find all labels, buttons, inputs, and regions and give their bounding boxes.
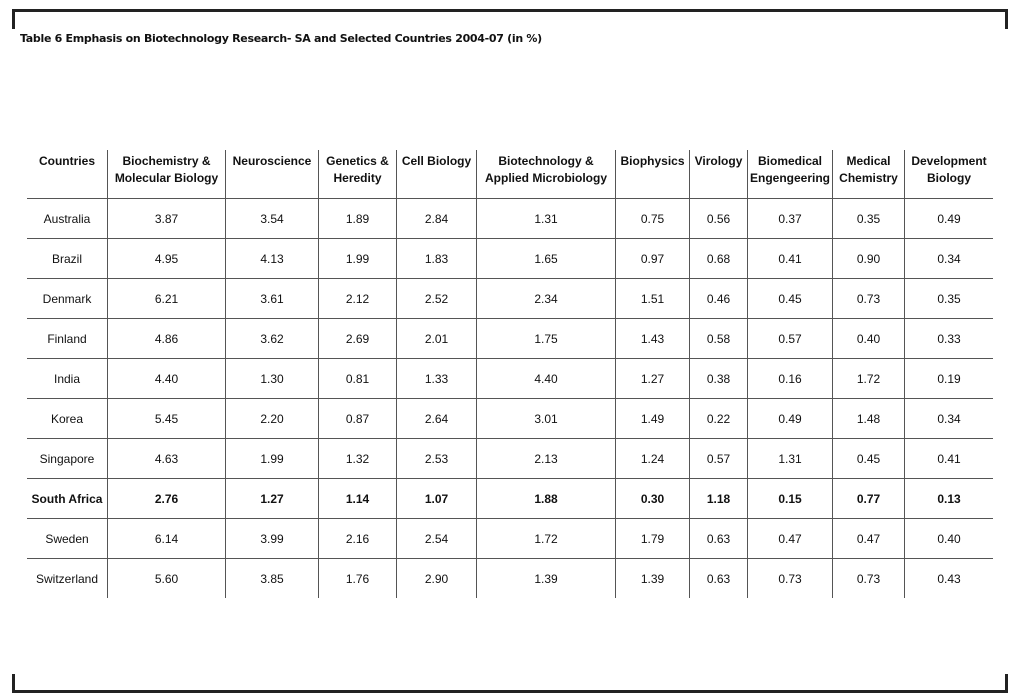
value-cell: 0.77 (833, 479, 905, 519)
value-cell: 0.87 (319, 399, 397, 439)
value-cell: 0.49 (748, 399, 833, 439)
frame-top-border (12, 9, 1008, 12)
column-header-line: Virology (694, 154, 743, 168)
value-cell: 6.14 (108, 519, 226, 559)
column-header (27, 150, 108, 199)
column-header (108, 150, 226, 199)
value-cell: 0.46 (690, 279, 748, 319)
value-cell: 4.63 (108, 439, 226, 479)
value-cell: 0.40 (833, 319, 905, 359)
value-cell: 1.49 (616, 399, 690, 439)
table-header-row (27, 150, 993, 199)
column-header (477, 150, 616, 199)
value-cell: 0.75 (616, 199, 690, 239)
value-cell: 0.90 (833, 239, 905, 279)
value-cell: 1.99 (319, 239, 397, 279)
value-cell: 1.32 (319, 439, 397, 479)
value-cell: 0.58 (690, 319, 748, 359)
value-cell: 3.01 (477, 399, 616, 439)
value-cell: 2.12 (319, 279, 397, 319)
column-header-line: Biophysics (620, 154, 685, 168)
country-cell: Sweden (27, 519, 108, 559)
value-cell: 0.57 (690, 439, 748, 479)
value-cell: 2.90 (397, 559, 477, 599)
table-row (27, 479, 993, 519)
value-cell: 0.81 (319, 359, 397, 399)
value-cell: 0.30 (616, 479, 690, 519)
value-cell: 1.27 (616, 359, 690, 399)
value-cell: 2.54 (397, 519, 477, 559)
value-cell: 1.43 (616, 319, 690, 359)
value-cell: 0.15 (748, 479, 833, 519)
value-cell: 1.31 (748, 439, 833, 479)
value-cell: 0.38 (690, 359, 748, 399)
value-cell: 2.34 (477, 279, 616, 319)
column-header-line: Cell Biology (401, 154, 472, 168)
country-cell: Australia (27, 199, 108, 239)
value-cell: 4.13 (226, 239, 319, 279)
value-cell: 1.39 (477, 559, 616, 599)
column-header-line: Development (911, 154, 987, 168)
column-header (319, 150, 397, 199)
table-row (27, 559, 993, 599)
value-cell: 1.83 (397, 239, 477, 279)
value-cell: 1.72 (833, 359, 905, 399)
biotech-research-table (27, 150, 993, 598)
value-cell: 0.37 (748, 199, 833, 239)
value-cell: 0.45 (748, 279, 833, 319)
value-cell: 0.35 (833, 199, 905, 239)
value-cell: 0.19 (905, 359, 994, 399)
frame-corner-top-left (12, 9, 15, 29)
column-header-line: Neuroscience (232, 154, 312, 168)
value-cell: 0.63 (690, 519, 748, 559)
value-cell: 2.13 (477, 439, 616, 479)
value-cell: 4.40 (108, 359, 226, 399)
value-cell: 0.13 (905, 479, 994, 519)
column-header-line: Countries (38, 154, 95, 168)
value-cell: 2.16 (319, 519, 397, 559)
value-cell: 1.14 (319, 479, 397, 519)
value-cell: 0.40 (905, 519, 994, 559)
value-cell: 1.39 (616, 559, 690, 599)
value-cell: 1.75 (477, 319, 616, 359)
column-header-line: Heredity (333, 171, 382, 185)
value-cell: 1.24 (616, 439, 690, 479)
value-cell: 0.56 (690, 199, 748, 239)
column-header-line: Biotechnology & (498, 154, 594, 168)
country-cell: Singapore (27, 439, 108, 479)
value-cell: 0.63 (690, 559, 748, 599)
value-cell: 5.45 (108, 399, 226, 439)
value-cell: 1.30 (226, 359, 319, 399)
value-cell: 0.34 (905, 399, 994, 439)
value-cell: 0.73 (833, 279, 905, 319)
value-cell: 1.33 (397, 359, 477, 399)
column-header-line: Biomedical (757, 154, 823, 168)
value-cell: 3.87 (108, 199, 226, 239)
value-cell: 1.31 (477, 199, 616, 239)
value-cell: 3.62 (226, 319, 319, 359)
value-cell: 5.60 (108, 559, 226, 599)
value-cell: 1.65 (477, 239, 616, 279)
value-cell: 1.48 (833, 399, 905, 439)
column-header (833, 150, 905, 199)
table-body (27, 199, 993, 599)
value-cell: 0.68 (690, 239, 748, 279)
column-header (748, 150, 833, 199)
value-cell: 1.76 (319, 559, 397, 599)
value-cell: 0.22 (690, 399, 748, 439)
table-row (27, 279, 993, 319)
table-row (27, 239, 993, 279)
value-cell: 0.73 (748, 559, 833, 599)
country-cell: Brazil (27, 239, 108, 279)
table-row (27, 439, 993, 479)
value-cell: 1.72 (477, 519, 616, 559)
value-cell: 2.76 (108, 479, 226, 519)
table-row (27, 399, 993, 439)
value-cell: 2.20 (226, 399, 319, 439)
column-header-line: Chemistry (839, 171, 898, 185)
value-cell: 0.49 (905, 199, 994, 239)
column-header-line: Genetics & (326, 154, 389, 168)
value-cell: 1.51 (616, 279, 690, 319)
value-cell: 4.40 (477, 359, 616, 399)
column-header (905, 150, 994, 199)
column-header (397, 150, 477, 199)
country-cell: South Africa (27, 479, 108, 519)
value-cell: 0.45 (833, 439, 905, 479)
value-cell: 4.95 (108, 239, 226, 279)
country-cell: Korea (27, 399, 108, 439)
value-cell: 0.47 (833, 519, 905, 559)
value-cell: 0.97 (616, 239, 690, 279)
column-header (690, 150, 748, 199)
value-cell: 2.01 (397, 319, 477, 359)
value-cell: 1.88 (477, 479, 616, 519)
value-cell: 3.54 (226, 199, 319, 239)
column-header (616, 150, 690, 199)
column-header (226, 150, 319, 199)
value-cell: 1.89 (319, 199, 397, 239)
frame-corner-bottom-right (1005, 674, 1008, 693)
value-cell: 4.86 (108, 319, 226, 359)
value-cell: 0.47 (748, 519, 833, 559)
value-cell: 2.52 (397, 279, 477, 319)
value-cell: 0.43 (905, 559, 994, 599)
country-cell: India (27, 359, 108, 399)
table-caption: Table 6 Emphasis on Biotechnology Research- SA and Selected Countries 2004-07 (in %) (20, 32, 542, 45)
value-cell: 1.79 (616, 519, 690, 559)
country-cell: Switzerland (35, 571, 99, 586)
table-row (27, 199, 993, 239)
country-cell: Denmark (27, 279, 108, 319)
value-cell: 6.21 (108, 279, 226, 319)
frame-corner-top-right (1005, 9, 1008, 29)
value-cell: 3.61 (226, 279, 319, 319)
column-header-line: Engengeering (750, 171, 831, 185)
frame-bottom-border (12, 690, 1008, 693)
value-cell: 3.99 (226, 519, 319, 559)
value-cell: 2.64 (397, 399, 477, 439)
value-cell: 0.41 (905, 439, 994, 479)
country-cell: Finland (27, 319, 108, 359)
table-row (27, 359, 993, 399)
column-header-line: Molecular Biology (114, 171, 219, 185)
value-cell: 1.27 (226, 479, 319, 519)
value-cell: 0.33 (905, 319, 994, 359)
column-header-line: Applied Microbiology (485, 171, 607, 185)
value-cell: 0.34 (905, 239, 994, 279)
value-cell: 3.85 (226, 559, 319, 599)
value-cell: 0.73 (833, 559, 905, 599)
value-cell: 1.07 (397, 479, 477, 519)
value-cell: 1.99 (226, 439, 319, 479)
value-cell: 0.57 (748, 319, 833, 359)
value-cell: 1.18 (690, 479, 748, 519)
table-row (27, 319, 993, 359)
frame-corner-bottom-left (12, 674, 15, 693)
value-cell: 0.35 (905, 279, 994, 319)
column-header-line: Biochemistry & (122, 154, 211, 168)
value-cell: 2.84 (397, 199, 477, 239)
table-row (27, 519, 993, 559)
value-cell: 2.53 (397, 439, 477, 479)
value-cell: 0.16 (748, 359, 833, 399)
value-cell: 2.69 (319, 319, 397, 359)
column-header-line: Medical (846, 154, 891, 168)
column-header-line: Biology (927, 171, 972, 185)
value-cell: 0.41 (748, 239, 833, 279)
